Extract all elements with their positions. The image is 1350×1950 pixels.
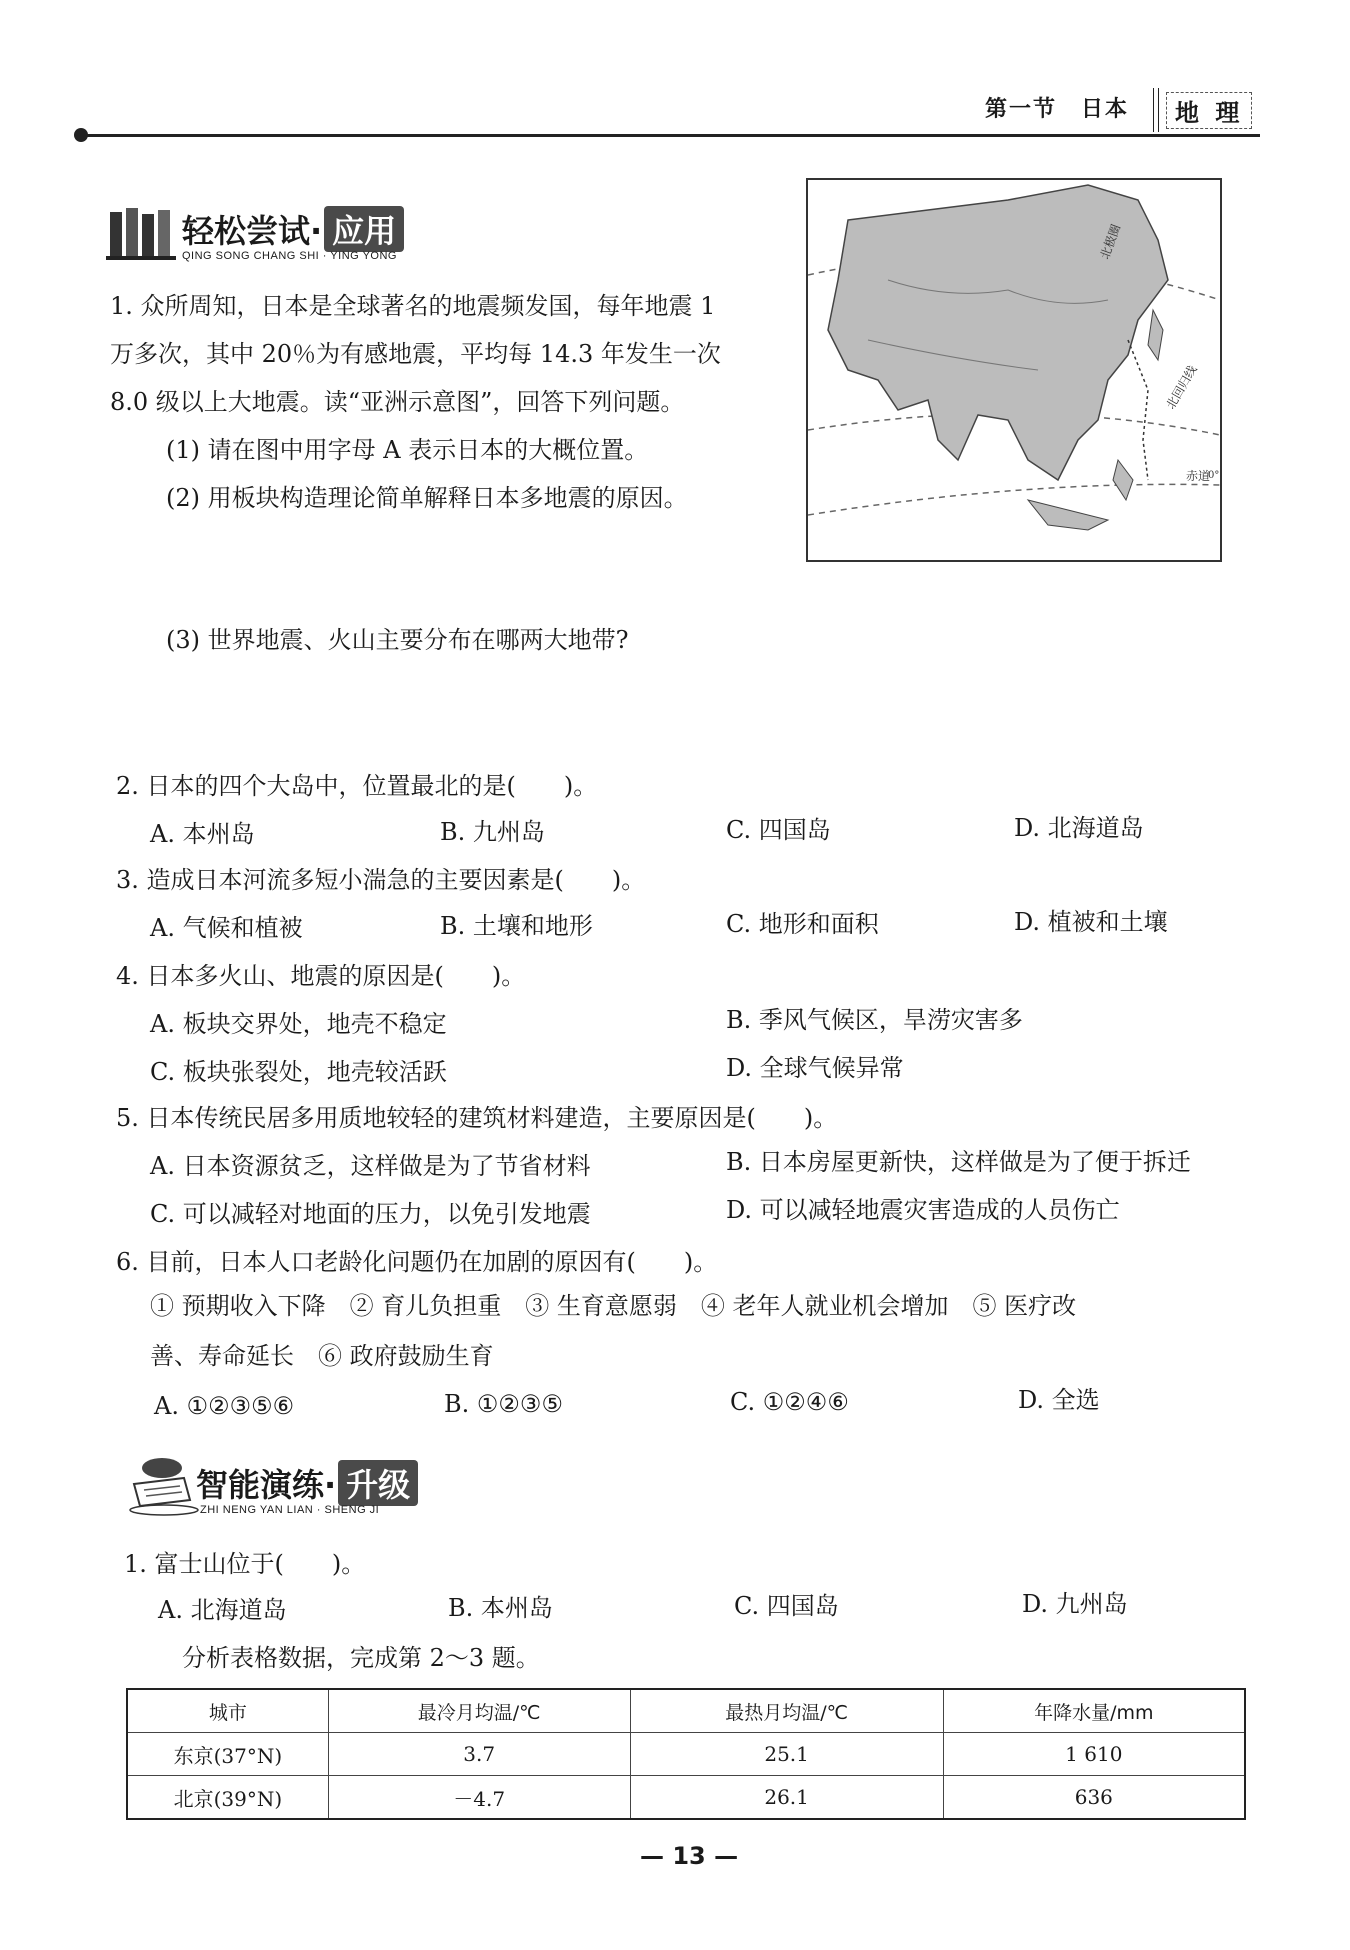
q4-option-b: B. 季风气候区，旱涝灾害多: [726, 1006, 1023, 1034]
q1-line-3: 8.0 级以上大地震。读“亚洲示意图”，回答下列问题。: [110, 388, 685, 416]
cell-hottest: 25.1: [630, 1733, 943, 1776]
q5-option-b: B. 日本房屋更新快，这样做是为了便于拆迁: [726, 1148, 1191, 1176]
q4-option-a: A. 板块交界处，地壳不稳定: [150, 1010, 447, 1038]
cell-precipitation: 1 610: [943, 1733, 1245, 1776]
q2-stem: 2. 日本的四个大岛中，位置最北的是( )。: [116, 772, 598, 800]
q6-option-d: D. 全选: [1018, 1386, 1100, 1414]
q2-option-a: A. 本州岛: [150, 820, 255, 848]
header-city: 城市: [127, 1689, 328, 1733]
section2-title: 智能演练·: [196, 1466, 337, 1504]
q1-line-1: 1. 众所周知，日本是全球著名的地震频发国，每年地震 1: [110, 292, 716, 320]
q6-stem: 6. 目前，日本人口老龄化问题仍在加剧的原因有( )。: [116, 1248, 718, 1276]
q1-sub-3: (3) 世界地震、火山主要分布在哪两大地带?: [166, 626, 629, 654]
section2-badge: 升级: [338, 1460, 418, 1506]
header-separator: [1153, 88, 1159, 132]
cell-precipitation: 636: [943, 1776, 1245, 1820]
q1-sub-1: (1) 请在图中用字母 A 表示日本的大概位置。: [166, 436, 649, 464]
q3-option-c: C. 地形和面积: [726, 910, 879, 938]
q4-stem: 4. 日本多火山、地震的原因是( )。: [116, 962, 526, 990]
q1-sub-2: (2) 用板块构造理论简单解释日本多地震的原因。: [166, 484, 688, 512]
table-intro: 分析表格数据，完成第 2～3 题。: [182, 1644, 540, 1672]
cell-hottest: 26.1: [630, 1776, 943, 1820]
q1-line-2: 万多次，其中 20％为有感地震，平均每 14.3 年发生一次: [110, 340, 721, 368]
q2-option-b: B. 九州岛: [440, 818, 545, 846]
q5-option-d: D. 可以减轻地震灾害造成的人员伤亡: [726, 1196, 1120, 1224]
chapter-title: 第一节 日本: [985, 96, 1130, 122]
asia-map-drawing: [808, 180, 1220, 560]
q3-option-d: D. 植被和土壤: [1014, 908, 1168, 936]
zero-degree-label: 0°: [1208, 470, 1220, 481]
climate-table: [126, 1688, 1246, 1820]
tropic-label: 北回归线: [1163, 362, 1200, 412]
reading-person-icon: [124, 1454, 204, 1516]
s2q1-stem: 1. 富士山位于( )。: [124, 1550, 366, 1578]
section1-badge: 应用: [324, 206, 404, 252]
q3-stem: 3. 造成日本河流多短小湍急的主要因素是( )。: [116, 866, 646, 894]
q6-choices-line-1: ① 预期收入下降 ② 育儿负担重 ③ 生育意愿弱 ④ 老年人就业机会增加 ⑤ 医疗改: [150, 1292, 1077, 1320]
q6-option-b: B. ①②③⑤: [444, 1390, 563, 1418]
q5-option-c: C. 可以减轻对地面的压力，以免引发地震: [150, 1200, 591, 1228]
q3-option-b: B. 土壤和地形: [440, 912, 593, 940]
asia-map: [806, 178, 1222, 562]
subject-label: 地 理: [1166, 92, 1252, 129]
q6-option-a: A. ①②③⑤⑥: [154, 1392, 295, 1420]
books-icon: [104, 202, 180, 262]
q5-stem: 5. 日本传统民居多用质地较轻的建筑材料建造，主要原因是( )。: [116, 1104, 838, 1132]
equator-label: 赤道: [1186, 469, 1211, 483]
header-rule: [80, 134, 1260, 137]
q6-choices-line-2: 善、寿命延长 ⑥ 政府鼓励生育: [150, 1342, 494, 1370]
q5-option-a: A. 日本资源贫乏，这样做是为了节省材料: [150, 1152, 591, 1180]
s2q1-option-b: B. 本州岛: [448, 1594, 553, 1622]
section1-title: 轻松尝试·: [182, 212, 323, 250]
arctic-circle-label: 北极圈: [1097, 222, 1124, 262]
cell-coldest: －4.7: [328, 1776, 630, 1820]
s2q1-option-c: C. 四国岛: [734, 1592, 839, 1620]
header-coldest: 最冷月均温/℃: [328, 1689, 630, 1733]
table-header-row: [127, 1689, 1245, 1733]
q2-option-c: C. 四国岛: [726, 816, 831, 844]
header-hottest: 最热月均温/℃: [630, 1689, 943, 1733]
q2-option-d: D. 北海道岛: [1014, 814, 1144, 842]
q3-option-a: A. 气候和植被: [150, 914, 303, 942]
table-row: [127, 1733, 1245, 1776]
s2q1-option-a: A. 北海道岛: [158, 1596, 287, 1624]
section1-subtitle: QING SONG CHANG SHI · YING YONG: [182, 250, 397, 262]
cell-coldest: 3.7: [328, 1733, 630, 1776]
s2q1-option-d: D. 九州岛: [1022, 1590, 1128, 1618]
header-precipitation: 年降水量/mm: [943, 1689, 1245, 1733]
q4-option-d: D. 全球气候异常: [726, 1054, 904, 1082]
table-row: [127, 1776, 1245, 1820]
cell-city: 北京(39°N): [127, 1776, 328, 1820]
cell-city: 东京(37°N): [127, 1733, 328, 1776]
section2-subtitle: ZHI NENG YAN LIAN · SHENG JI: [200, 1504, 380, 1516]
page-number: — 13 —: [640, 1842, 739, 1870]
q6-option-c: C. ①②④⑥: [730, 1388, 849, 1416]
q4-option-c: C. 板块张裂处，地壳较活跃: [150, 1058, 447, 1086]
